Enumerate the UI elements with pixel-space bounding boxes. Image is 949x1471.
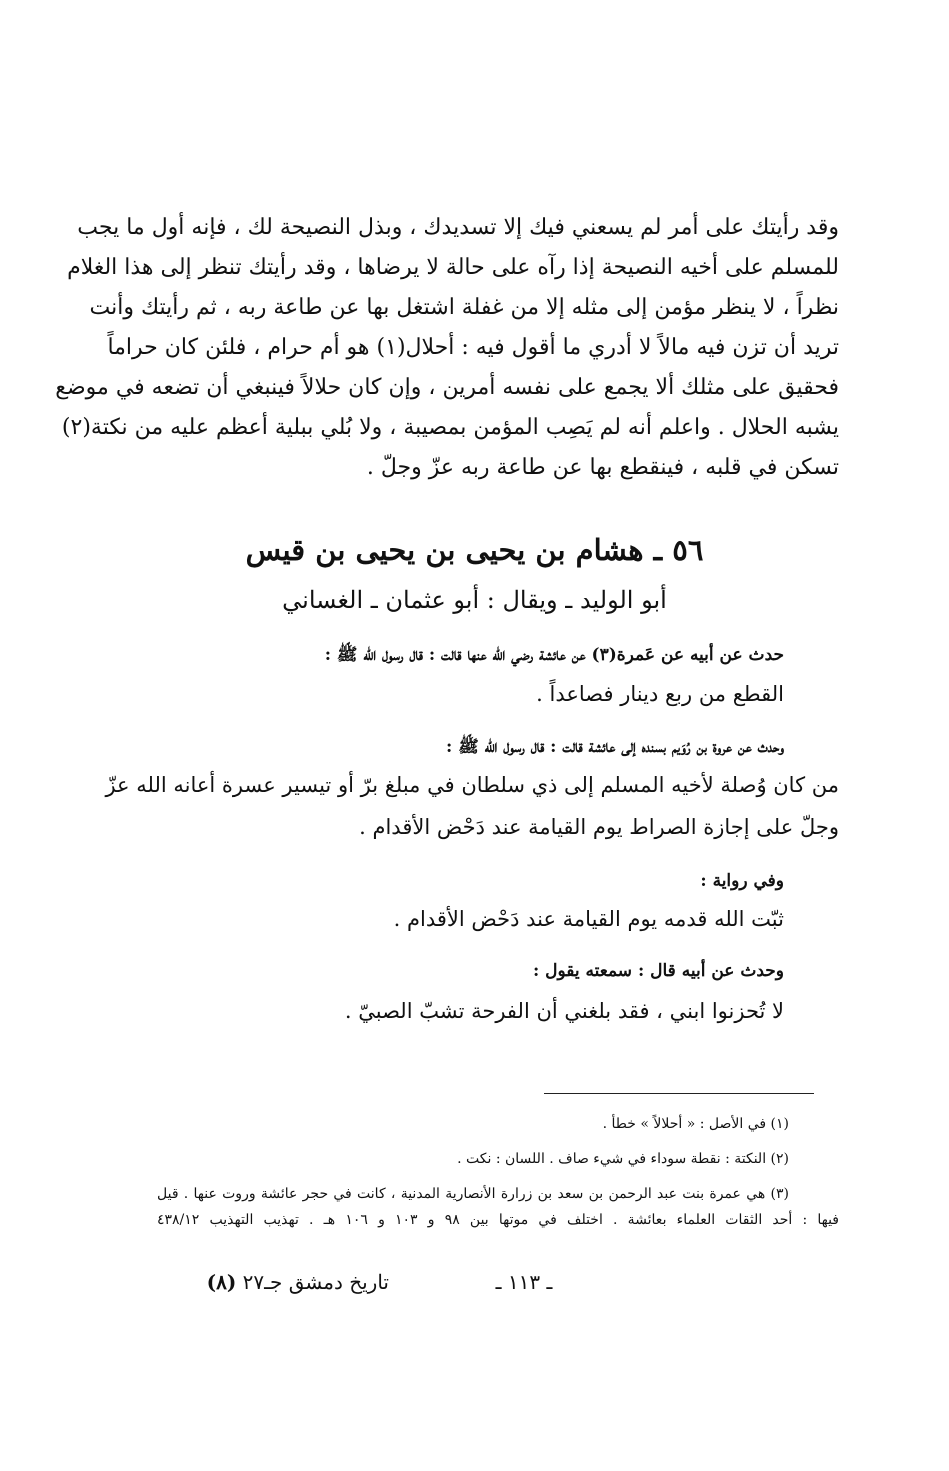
intro-line: فحقيق على مثلك ألا يجمع على نفسه أمرين ، وإن كان حلالاً فينبغي أن تضعه في موضع xyxy=(55,375,839,400)
hadith-intro: وحدث عن عروة بن رُوَيم بسنده إلى عائشة قالت : قال رسول الله ﷺ : xyxy=(446,737,784,757)
intro-line: للمسلم على أخيه النصيحة إذا رآه على حالة لا يرضاها ، وقد رأيتك تنظر إلى هذا الغلام xyxy=(67,255,839,280)
footnote-continuation: فيها : أحد الثقات العلماء بعائشة . اختلف في موتها بين ٩٨ و ١٠٣ و ١٠٦ هـ . تهذيب التهذيب ٤٣٨/١٢ xyxy=(157,1212,839,1228)
footnote: (٢) النكتة : نقطة سوداء في شيء صاف . اللسان : نكت . xyxy=(457,1151,789,1167)
book-reference xyxy=(149,1265,389,1299)
intro-line: تسكن في قلبه ، فينقطع بها عن طاعة ربه عزّ وجلّ . xyxy=(366,455,839,480)
hadith-intro: وفي رواية : xyxy=(700,871,784,891)
hadith-text: من كان وُصلة لأخيه المسلم إلى ذي سلطان في مبلغ برّ أو تيسير عسرة أعانه الله عزّ xyxy=(105,773,839,797)
book-title: تاريخ دمشق جـ٢٧ xyxy=(242,1270,389,1294)
hadith-text: ثبّت الله قدمه يوم القيامة عند دَحْض الأقدام . xyxy=(393,907,784,931)
intro-line: تريد أن تزن فيه مالاً لا أدري ما أقول فيه : أحلال(١) هو أم حرام ، فلئن كان حراماً xyxy=(107,335,839,360)
hadith-text: القطع من ربع دينار فصاعداً . xyxy=(536,682,784,706)
hadith-text: لا تُحزنوا ابني ، فقد بلغني أن الفرحة تشبّ الصبيّ . xyxy=(344,999,784,1023)
hadith-intro: حدث عن أبيه عن عَمرة(٣) عن عائشة رضي الله عنها قالت : قال رسول الله ﷺ : xyxy=(324,645,784,665)
entry-subtitle: أبو الوليد ـ ويقال : أبو عثمان ـ الغساني xyxy=(282,586,667,614)
volume-marker: (٨) xyxy=(206,1270,237,1294)
intro-line: نظراً ، لا ينظر مؤمن إلى مثله إلا من غفلة اشتغل بها عن طاعة ربه ، ثم رأيتك وأنت xyxy=(89,295,839,320)
intro-line: يشبه الحلال . واعلم أنه لم يَصِب المؤمن بمصيبة ، ولا بُلي ببلية أعظم عليه من نكتة(٢) xyxy=(61,415,839,440)
footnote: (١) في الأصل : « أحلالاً » خطأ . xyxy=(602,1116,789,1132)
hadith-text: وجلّ على إجازة الصراط يوم القيامة عند دَحْض الأقدام . xyxy=(359,815,839,839)
page-number: ـ ١١٣ ـ xyxy=(495,1270,553,1294)
hadith-intro: وحدث عن أبيه قال : سمعته يقول : xyxy=(532,961,784,981)
footnote-divider xyxy=(544,1093,814,1094)
footnote: (٣) هي عمرة بنت عبد الرحمن بن سعد بن زرارة الأنصارية المدنية ، كانت في حجر عائشة وروت عنها . قيل xyxy=(157,1186,789,1202)
intro-line: وقد رأيتك على أمر لم يسعني فيك إلا تسديدك ، وبذل النصيحة لك ، فإنه أول ما يجب xyxy=(77,215,839,240)
entry-title: ٥٦ ـ هشام بن يحيى بن يحيى بن قيس xyxy=(245,533,704,567)
